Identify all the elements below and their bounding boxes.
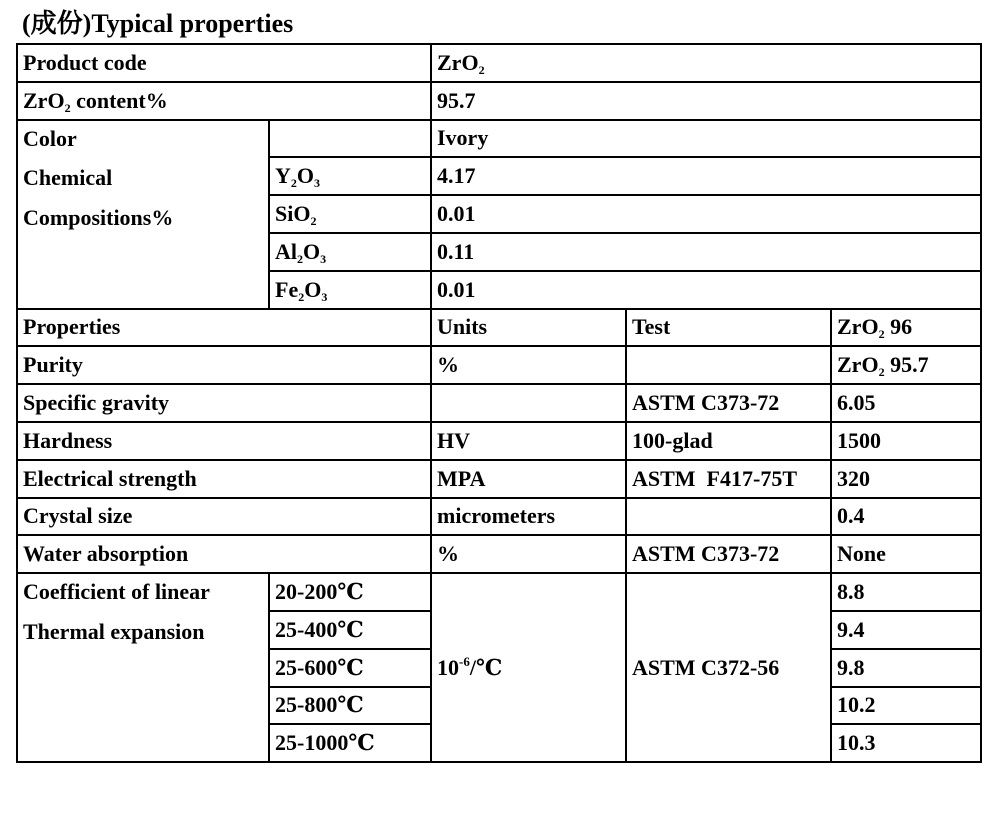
property-unit: % (431, 535, 626, 573)
column-header-test: Test (626, 309, 831, 347)
table-row-product-code (17, 44, 981, 82)
table-row (17, 384, 981, 422)
property-name: Electrical strength (17, 460, 431, 498)
property-value: None (831, 535, 981, 573)
chemical-value: 0.11 (431, 233, 981, 271)
property-value: 320 (831, 460, 981, 498)
thermal-range: 25-1000℃ (269, 724, 431, 762)
column-header-properties: Properties (17, 309, 431, 347)
chemical-label-line1: Chemical (23, 165, 113, 191)
thermal-value: 10.3 (831, 724, 981, 762)
table-row (17, 498, 981, 536)
column-header-units: Units (431, 309, 626, 347)
table-header-row (17, 309, 981, 347)
property-name: Crystal size (17, 498, 431, 536)
chemical-element: $Fe_2O_3$ (269, 271, 431, 309)
thermal-test: ASTM C372-56 (626, 573, 831, 762)
property-unit: % (431, 346, 626, 384)
thermal-expansion-label (17, 573, 269, 762)
product-code-label: Product code (17, 44, 431, 82)
property-test: ASTM F417-75T (626, 460, 831, 498)
property-unit: MPA (431, 460, 626, 498)
property-value: ZrO$_2$ 95.7 (831, 346, 981, 384)
chemical-compositions-label (17, 120, 269, 309)
property-unit: HV (431, 422, 626, 460)
thermal-value: 9.4 (831, 611, 981, 649)
property-name: Specific gravity (17, 384, 431, 422)
chemical-value: 0.01 (431, 195, 981, 233)
table-row-thermal (17, 573, 981, 611)
table-row-color (17, 120, 981, 158)
table-row (17, 346, 981, 384)
thermal-range: 25-400℃ (269, 611, 431, 649)
property-name: Water absorption (17, 535, 431, 573)
thermal-range: 25-600℃ (269, 649, 431, 687)
property-name: Hardness (17, 422, 431, 460)
product-code-value: ZrO$_2$ (431, 44, 981, 82)
property-name: Purity (17, 346, 431, 384)
property-value: 0.4 (831, 498, 981, 536)
properties-table (16, 43, 982, 763)
chemical-value: 4.17 (431, 157, 981, 195)
thermal-unit: $10^{-6}/℃$ (431, 573, 626, 762)
property-test: ASTM C373-72 (626, 384, 831, 422)
thermal-value: 10.2 (831, 687, 981, 725)
chemical-label-line2: Compositions% (23, 205, 174, 231)
table-row-content (17, 82, 981, 120)
content-value: 95.7 (431, 82, 981, 120)
property-unit: micrometers (431, 498, 626, 536)
thermal-label-line2: Thermal expansion (23, 618, 205, 644)
chemical-element: $Y_2O_3$ (269, 157, 431, 195)
color-element-cell (269, 120, 431, 158)
color-label: Color (23, 125, 77, 151)
table-row (17, 422, 981, 460)
table-row (17, 460, 981, 498)
property-test: ASTM C373-72 (626, 535, 831, 573)
property-value: 1500 (831, 422, 981, 460)
thermal-range: 25-800℃ (269, 687, 431, 725)
content-label: ZrO$_2$ content% (17, 82, 431, 120)
property-test: 100-glad (626, 422, 831, 460)
thermal-value: 9.8 (831, 649, 981, 687)
table-row (17, 535, 981, 573)
page-title: (成份)Typical properties (22, 9, 294, 38)
property-value: 6.05 (831, 384, 981, 422)
thermal-range: 20-200℃ (269, 573, 431, 611)
thermal-value: 8.8 (831, 573, 981, 611)
property-test (626, 346, 831, 384)
thermal-label-line1: Coefficient of linear (23, 579, 210, 605)
chemical-element: SiO$_2$ (269, 195, 431, 233)
property-unit (431, 384, 626, 422)
chemical-element: $Al_2O_3$ (269, 233, 431, 271)
property-test (626, 498, 831, 536)
column-header-grade: ZrO$_2$ 96 (831, 309, 981, 347)
color-value: Ivory (431, 120, 981, 158)
chemical-value: 0.01 (431, 271, 981, 309)
